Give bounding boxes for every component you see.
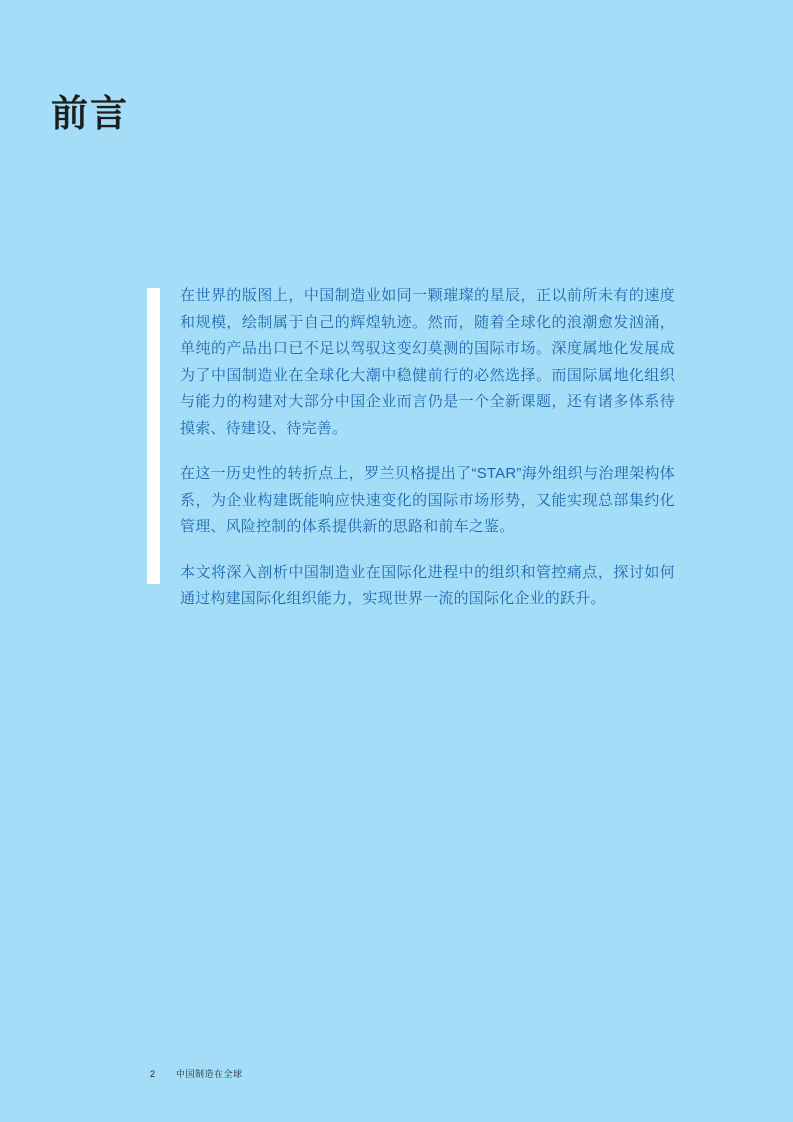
- accent-bar: [147, 288, 160, 584]
- page-number: 2: [150, 1069, 156, 1079]
- intro-paragraph-3: 本文将深入剖析中国制造业在国际化进程中的组织和管控痛点，探讨如何通过构建国际化组织能力，实现世界一流的国际化企业的跃升。: [180, 563, 675, 607]
- intro-text-block: [180, 283, 675, 613]
- intro-paragraph-1: 在世界的版图上，中国制造业如同一颗璀璨的星辰，正以前所未有的速度和规模，绘制属于自己的辉煌轨迹。然而，随着全球化的浪潮愈发汹涌，单纯的产品出口已不足以驾驭这变幻莫测的国际市场。深度属地化发展成为了中国制造业在全球化大潮中稳健前行的必然选择。而国际属地化组织与能力的构建对大部分中国企业而言仍是一个全新课题，还有诸多体系待摸索、待建设、待完善。: [180, 287, 675, 437]
- page-title: 前言: [51, 93, 129, 134]
- page-footer: [150, 1070, 243, 1079]
- intro-paragraph-2: 在这一历史性的转折点上，罗兰贝格提出了“STAR”海外组织与治理架构体系，为企业构建既能响应快速变化的国际市场形势，又能实现总部集约化管理、风险控制的体系提供新的思路和前车之鉴。: [180, 465, 675, 535]
- footer-doc-title: 中国制造在全球: [176, 1069, 243, 1079]
